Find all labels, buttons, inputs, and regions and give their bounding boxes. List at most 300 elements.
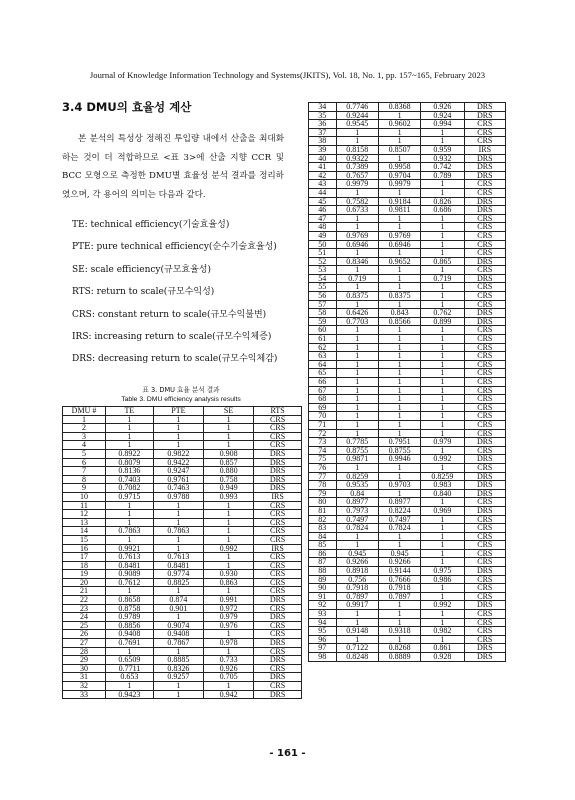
cell-pte: 0.945: [378, 549, 420, 558]
cell-pte: 0.7613: [153, 553, 203, 562]
cell-pte: 0.6946: [378, 240, 420, 249]
cell-se: 0.908: [204, 449, 254, 458]
cell-dmu: 98: [309, 653, 337, 662]
cell-se: 0.932: [421, 154, 464, 163]
cell-dmu: 78: [309, 481, 337, 490]
cell-rts: CRS: [464, 395, 505, 404]
cell-rts: CRS: [254, 604, 302, 613]
table-row: [309, 395, 506, 404]
cell-rts: DRS: [254, 613, 302, 622]
table-caption-korean: 표 3. DMU 효율 분석 결과: [142, 386, 220, 394]
table-header-row: [63, 407, 302, 416]
cell-se: 1: [421, 532, 464, 541]
table-row: [63, 630, 302, 639]
cell-se: 1: [421, 429, 464, 438]
cell-dmu: 87: [309, 558, 337, 567]
cell-rts: DRS: [254, 484, 302, 493]
table-row: [309, 472, 506, 481]
table-row: [63, 561, 302, 570]
cell-te: 0.9148: [336, 627, 378, 636]
table-row: [63, 415, 302, 424]
cell-te: 0.7703: [336, 317, 378, 326]
cell-pte: 1: [378, 601, 420, 610]
cell-se: 1: [204, 441, 254, 450]
cell-dmu: 47: [309, 214, 337, 223]
cell-te: 1: [336, 352, 378, 361]
cell-pte: 1: [378, 635, 420, 644]
col-header-pte: PTE: [153, 407, 203, 416]
cell-se: 1: [421, 558, 464, 567]
cell-dmu: 21: [63, 587, 106, 596]
glossary-item: CRS: constant return to scale(규모수익불변): [72, 309, 267, 320]
cell-se: 0.733: [204, 656, 254, 665]
cell-rts: CRS: [464, 575, 505, 584]
cell-pte: 0.9652: [378, 257, 420, 266]
cell-dmu: 73: [309, 438, 337, 447]
cell-se: 1: [421, 137, 464, 146]
cell-pte: 0.9761: [153, 475, 203, 484]
cell-te: 0.8755: [336, 446, 378, 455]
table-row: [63, 467, 302, 476]
cell-dmu: 27: [63, 639, 106, 648]
cell-pte: 1: [378, 369, 420, 378]
cell-te: 0.7973: [336, 506, 378, 515]
cell-se: 0.899: [421, 317, 464, 326]
cell-rts: CRS: [254, 664, 302, 673]
cell-dmu: 48: [309, 223, 337, 232]
cell-dmu: 26: [63, 630, 106, 639]
table-row: [63, 690, 302, 699]
cell-se: 0.762: [421, 309, 464, 318]
cell-te: 0.7497: [336, 515, 378, 524]
cell-dmu: 20: [63, 578, 106, 587]
table-row: [63, 664, 302, 673]
cell-rts: DRS: [464, 309, 505, 318]
cell-te: 1: [336, 223, 378, 232]
cell-pte: 1: [378, 378, 420, 387]
cell-te: 0.719: [336, 274, 378, 283]
cell-rts: CRS: [254, 578, 302, 587]
cell-dmu: 30: [63, 664, 106, 673]
table-row: [309, 111, 506, 120]
col-header-rts: RTS: [254, 407, 302, 416]
cell-te: 0.9789: [106, 613, 154, 622]
cell-te: 1: [336, 283, 378, 292]
table-row: [309, 644, 506, 653]
cell-te: 1: [336, 412, 378, 421]
table-row: [309, 206, 506, 215]
cell-rts: CRS: [464, 549, 505, 558]
cell-te: 1: [336, 137, 378, 146]
cell-rts: CRS: [254, 587, 302, 596]
cell-pte: 0.7867: [153, 639, 203, 648]
cell-se: 0.992: [204, 544, 254, 553]
cell-rts: CRS: [464, 231, 505, 240]
cell-rts: DRS: [464, 481, 505, 490]
cell-te: 0.7612: [106, 578, 154, 587]
cell-se: 1: [421, 369, 464, 378]
cell-dmu: 14: [63, 527, 106, 536]
cell-te: 1: [336, 343, 378, 352]
cell-pte: 0.7824: [378, 524, 420, 533]
cell-rts: DRS: [464, 506, 505, 515]
cell-rts: CRS: [254, 432, 302, 441]
cell-te: 0.9921: [106, 544, 154, 553]
cell-rts: DRS: [464, 567, 505, 576]
cell-te: 1: [336, 618, 378, 627]
cell-se: 1: [421, 412, 464, 421]
cell-se: 1: [421, 266, 464, 275]
table-row: [309, 352, 506, 361]
cell-se: 1: [421, 300, 464, 309]
cell-dmu: 34: [309, 103, 337, 112]
cell-te: 1: [336, 395, 378, 404]
cell-rts: DRS: [464, 644, 505, 653]
cell-se: 1: [421, 188, 464, 197]
table-row: [63, 535, 302, 544]
cell-rts: CRS: [464, 524, 505, 533]
cell-te: 0.6946: [336, 240, 378, 249]
cell-dmu: 1: [63, 415, 106, 424]
cell-rts: IRS: [464, 145, 505, 154]
table-row: [309, 412, 506, 421]
cell-se: 1: [204, 415, 254, 424]
table-row: [309, 446, 506, 455]
cell-te: 1: [336, 532, 378, 541]
cell-rts: CRS: [464, 326, 505, 335]
cell-te: 0.8758: [106, 604, 154, 613]
table-row: [309, 257, 506, 266]
cell-se: 1: [421, 446, 464, 455]
cell-se: 0.979: [204, 613, 254, 622]
cell-se: 1: [421, 360, 464, 369]
cell-dmu: 93: [309, 610, 337, 619]
table-row: [309, 524, 506, 533]
cell-se: 1: [204, 682, 254, 691]
table-row: [63, 458, 302, 467]
cell-pte: 1: [378, 300, 420, 309]
table-row: [309, 558, 506, 567]
table-row: [309, 549, 506, 558]
cell-te: 1: [336, 266, 378, 275]
cell-te: 0.7863: [106, 527, 154, 536]
cell-te: 0.8918: [336, 567, 378, 576]
cell-se: 0.994: [421, 120, 464, 129]
cell-te: 1: [336, 300, 378, 309]
cell-se: 1: [421, 292, 464, 301]
cell-se: 0.857: [204, 458, 254, 467]
cell-se: 0.930: [204, 570, 254, 579]
cell-rts: CRS: [464, 360, 505, 369]
cell-pte: 1: [378, 335, 420, 344]
table-row: [309, 292, 506, 301]
cell-pte: 0.8326: [153, 664, 203, 673]
cell-dmu: 13: [63, 518, 106, 527]
cell-dmu: 5: [63, 449, 106, 458]
cell-te: 0.9545: [336, 120, 378, 129]
cell-se: 1: [421, 378, 464, 387]
cell-pte: 1: [378, 266, 420, 275]
cell-pte: 1: [378, 274, 420, 283]
cell-rts: CRS: [464, 635, 505, 644]
cell-te: 1: [106, 535, 154, 544]
table-row: [63, 647, 302, 656]
cell-te: 1: [336, 249, 378, 258]
cell-rts: CRS: [464, 369, 505, 378]
cell-se: 1: [421, 610, 464, 619]
cell-rts: CRS: [464, 137, 505, 146]
cell-rts: CRS: [464, 532, 505, 541]
cell-rts: CRS: [254, 682, 302, 691]
cell-pte: 0.7463: [153, 484, 203, 493]
cell-te: 0.9871: [336, 455, 378, 464]
table-row: [309, 567, 506, 576]
table-row: [309, 180, 506, 189]
cell-se: 0.826: [421, 197, 464, 206]
table-row: [63, 484, 302, 493]
table-row: [63, 441, 302, 450]
cell-se: 1: [204, 432, 254, 441]
cell-se: 0.969: [421, 506, 464, 515]
cell-dmu: 92: [309, 601, 337, 610]
table-row: [309, 515, 506, 524]
cell-se: 1: [204, 587, 254, 596]
cell-dmu: 15: [63, 535, 106, 544]
cell-dmu: 18: [63, 561, 106, 570]
cell-pte: 1: [153, 518, 203, 527]
cell-rts: CRS: [254, 527, 302, 536]
body-paragraph-text: 본 분석의 특성상 정해진 투입량 내에서 산출을 최대화하는 것이 더 적합하므로 <표 3>에 산출 지향 CCR 및 BCC 모형으로 측정한 DMU별 효율성 분석 결과를 정리하였으며, 각 용어의 의미는 다음과 같다.: [62, 134, 284, 200]
cell-se: 0.983: [421, 481, 464, 490]
cell-te: 1: [336, 214, 378, 223]
cell-se: 0.742: [421, 163, 464, 172]
cell-dmu: 29: [63, 656, 106, 665]
cell-te: 1: [336, 369, 378, 378]
cell-pte: 0.9979: [378, 180, 420, 189]
cell-rts: DRS: [464, 489, 505, 498]
cell-dmu: 60: [309, 326, 337, 335]
table-row: [309, 455, 506, 464]
table-row: [63, 604, 302, 613]
table-row: [309, 231, 506, 240]
cell-rts: CRS: [464, 515, 505, 524]
cell-rts: CRS: [254, 630, 302, 639]
cell-te: 1: [106, 501, 154, 510]
cell-dmu: 81: [309, 506, 337, 515]
cell-dmu: 12: [63, 510, 106, 519]
table-row: [309, 489, 506, 498]
cell-dmu: 17: [63, 553, 106, 562]
cell-dmu: 62: [309, 343, 337, 352]
cell-pte: 0.8825: [153, 578, 203, 587]
cell-dmu: 80: [309, 498, 337, 507]
cell-te: 0.6733: [336, 206, 378, 215]
cell-se: 0.8259: [421, 472, 464, 481]
cell-dmu: 57: [309, 300, 337, 309]
cell-te: 0.8856: [106, 621, 154, 630]
cell-dmu: 11: [63, 501, 106, 510]
cell-te: 1: [336, 326, 378, 335]
cell-pte: 1: [153, 501, 203, 510]
table-row: [309, 378, 506, 387]
cell-rts: CRS: [464, 214, 505, 223]
cell-te: 0.7613: [106, 553, 154, 562]
cell-pte: 0.7863: [153, 527, 203, 536]
cell-te: 0.8158: [336, 145, 378, 154]
cell-pte: 1: [378, 472, 420, 481]
cell-se: 0.978: [204, 639, 254, 648]
cell-te: 1: [336, 403, 378, 412]
cell-te: 0.9979: [336, 180, 378, 189]
cell-se: 1: [204, 630, 254, 639]
table-row: [309, 498, 506, 507]
cell-pte: 1: [378, 352, 420, 361]
cell-se: 0.993: [204, 492, 254, 501]
cell-rts: DRS: [464, 111, 505, 120]
cell-se: 1: [421, 386, 464, 395]
glossary-list: [72, 214, 288, 371]
cell-pte: 1: [153, 647, 203, 656]
cell-rts: DRS: [464, 472, 505, 481]
cell-pte: 1: [378, 128, 420, 137]
cell-dmu: 84: [309, 532, 337, 541]
table-row: [63, 492, 302, 501]
cell-dmu: 23: [63, 604, 106, 613]
cell-pte: 0.9946: [378, 455, 420, 464]
journal-header: Journal of Knowledge Information Technology and Systems(JKITS), Vol. 18, No. 1, pp. 157~165, February 2023: [89, 70, 486, 80]
cell-se: 0.959: [421, 145, 464, 154]
cell-te: 0.7824: [336, 524, 378, 533]
cell-rts: CRS: [464, 403, 505, 412]
cell-se: 1: [421, 463, 464, 472]
cell-dmu: 10: [63, 492, 106, 501]
cell-te: 1: [336, 429, 378, 438]
cell-pte: 1: [378, 283, 420, 292]
table-row: [63, 527, 302, 536]
cell-dmu: 6: [63, 458, 106, 467]
cell-te: 0.7403: [106, 475, 154, 484]
cell-pte: 1: [378, 360, 420, 369]
cell-dmu: 31: [63, 673, 106, 682]
cell-se: 1: [421, 343, 464, 352]
cell-dmu: 91: [309, 592, 337, 601]
table-row: [309, 635, 506, 644]
table-row: [309, 309, 506, 318]
glossary-item: RTS: return to scale(규모수익성): [72, 287, 215, 298]
cell-dmu: 42: [309, 171, 337, 180]
cell-se: 1: [204, 501, 254, 510]
cell-dmu: 39: [309, 145, 337, 154]
cell-rts: DRS: [464, 601, 505, 610]
cell-rts: CRS: [464, 120, 505, 129]
cell-pte: 1: [378, 343, 420, 352]
cell-se: 1: [421, 231, 464, 240]
cell-te: 0.9423: [106, 690, 154, 699]
cell-dmu: 95: [309, 627, 337, 636]
table-row: [309, 584, 506, 593]
cell-pte: 1: [153, 613, 203, 622]
page-number: - 161 -: [269, 748, 306, 759]
cell-dmu: 41: [309, 163, 337, 172]
cell-se: 0.861: [421, 644, 464, 653]
cell-dmu: 16: [63, 544, 106, 553]
cell-pte: 0.9822: [153, 449, 203, 458]
cell-pte: 0.9774: [153, 570, 203, 579]
cell-dmu: 22: [63, 596, 106, 605]
cell-se: 1: [421, 515, 464, 524]
cell-dmu: 52: [309, 257, 337, 266]
efficiency-table-left: [62, 406, 302, 699]
cell-rts: DRS: [464, 257, 505, 266]
cell-se: 1: [421, 395, 464, 404]
cell-pte: 0.9247: [153, 467, 203, 476]
cell-dmu: 90: [309, 584, 337, 593]
cell-dmu: 49: [309, 231, 337, 240]
table-row: [63, 475, 302, 484]
cell-rts: CRS: [254, 647, 302, 656]
table-row: [309, 618, 506, 627]
cell-te: 1: [336, 335, 378, 344]
cell-pte: 0.8566: [378, 317, 420, 326]
table-row: [309, 532, 506, 541]
table-row: [309, 506, 506, 515]
cell-rts: CRS: [464, 378, 505, 387]
cell-rts: DRS: [464, 171, 505, 180]
table-row: [309, 171, 506, 180]
cell-pte: 0.9422: [153, 458, 203, 467]
cell-dmu: 67: [309, 386, 337, 395]
cell-pte: 1: [153, 690, 203, 699]
cell-pte: 0.8755: [378, 446, 420, 455]
cell-rts: IRS: [254, 492, 302, 501]
table-row: [309, 274, 506, 283]
cell-dmu: 4: [63, 441, 106, 450]
cell-se: 0.991: [204, 596, 254, 605]
table-row: [63, 449, 302, 458]
cell-te: 1: [336, 378, 378, 387]
cell-pte: 1: [378, 137, 420, 146]
cell-dmu: 97: [309, 644, 337, 653]
table-row: [309, 240, 506, 249]
cell-dmu: 96: [309, 635, 337, 644]
table-row: [63, 510, 302, 519]
cell-rts: CRS: [464, 335, 505, 344]
cell-rts: DRS: [254, 656, 302, 665]
table-row: [309, 420, 506, 429]
cell-rts: DRS: [254, 458, 302, 467]
table-row: [63, 587, 302, 596]
table-row: [309, 163, 506, 172]
cell-dmu: 55: [309, 283, 337, 292]
cell-dmu: 65: [309, 369, 337, 378]
cell-dmu: 76: [309, 463, 337, 472]
cell-te: 1: [336, 541, 378, 550]
cell-pte: 0.9266: [378, 558, 420, 567]
cell-pte: 1: [378, 541, 420, 550]
cell-pte: 1: [153, 682, 203, 691]
cell-rts: CRS: [464, 266, 505, 275]
cell-se: 1: [421, 541, 464, 550]
cell-te: 0.7711: [106, 664, 154, 673]
cell-te: 0.9715: [106, 492, 154, 501]
glossary-item: DRS: decreasing return to scale(규모수익체감): [72, 354, 278, 365]
cell-pte: 0.9769: [378, 231, 420, 240]
cell-se: 1: [421, 524, 464, 533]
cell-pte: 1: [378, 412, 420, 421]
cell-se: 1: [204, 553, 254, 562]
glossary-item: SE: scale efficiency(규모효율성): [72, 264, 211, 275]
glossary-item: PTE: pure technical efficiency(순수기술효율성): [72, 242, 277, 253]
